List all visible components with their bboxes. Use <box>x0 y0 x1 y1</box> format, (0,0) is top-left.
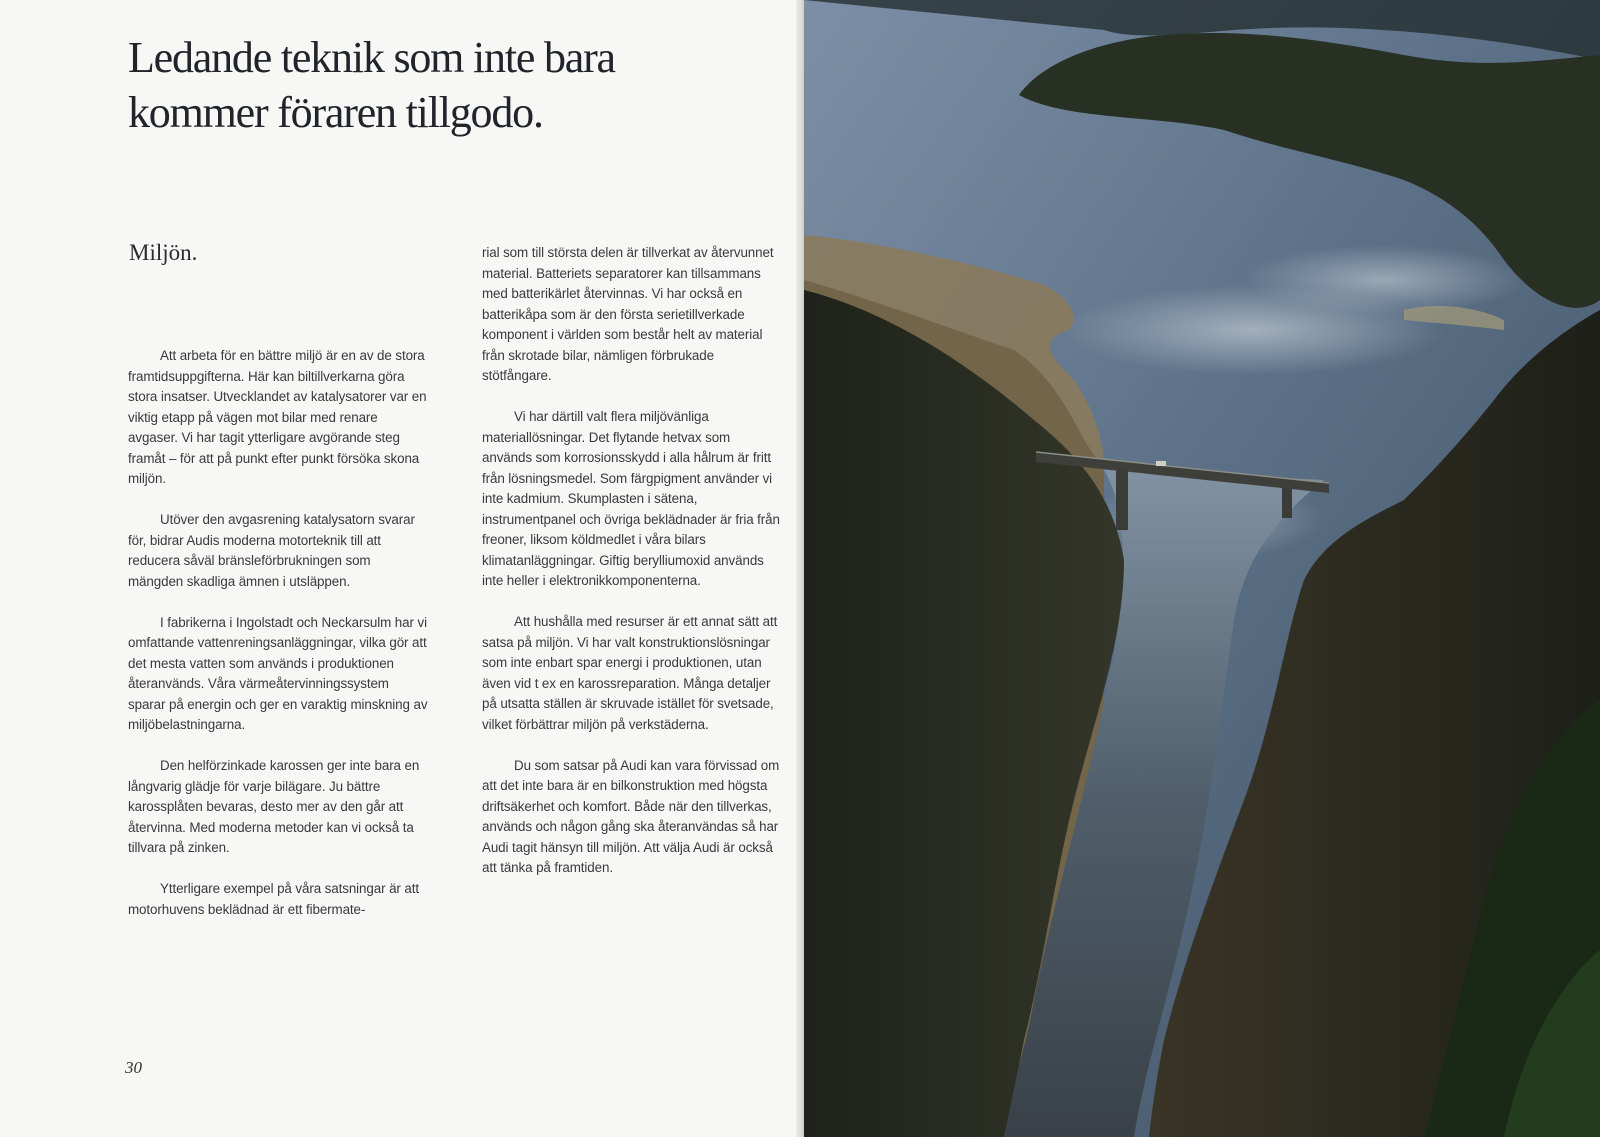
headline-line-2: kommer föraren tillgodo. <box>128 88 543 137</box>
section-heading: Miljön. <box>129 240 198 265</box>
paragraph: Vi har därtill valt flera miljövänliga materiallösningar. Det flytande hetvax som används som korrosionsskydd i alla hålrum är fritt från lösningsmedel. Som färgpigment använder vi inte kadmium. Skumplasten i sätena, instrumentpanel och övriga beklädnader är fria från freoner, liksom köldmedlet i våra bilars klimatanläggningar. Giftig berylliumoxid används inte heller i elektronikkomponenterna. <box>482 409 780 588</box>
paragraph: Du som satsar på Audi kan vara förvissad om att det inte bara är en bilkonstruktion med högsta driftsäkerhet och komfort. Både när den tillverkas, används och någon gång ska återanvändas så har Audi tagit hänsyn till miljön. Att välja Audi är också att tänka på framtiden. <box>482 757 780 875</box>
paragraph: Utöver den avgasrening katalysatorn svarar för, bidrar Audis moderna motorteknik till att reducera såväl bränsleförbrukningen som mängden skadliga ämnen i utsläppen. <box>128 512 415 589</box>
headline-line-1: Ledande teknik som inte bara <box>128 33 615 82</box>
page-number: 30 <box>125 1058 142 1077</box>
text-column-left <box>128 346 428 941</box>
text-column-right <box>482 243 782 899</box>
page-headline <box>128 30 748 140</box>
paragraph: I fabrikerna i Ingolstadt och Neckarsulm har vi omfattande vattenreningsanläggningar, vilka gör att det mesta vatten som används i produktionen återanvänds. Våra värmeåtervinningssystem sparar på energin och ger en varaktig minskning av miljöbelastningarna. <box>128 614 428 732</box>
landscape-photo <box>804 0 1600 1137</box>
paragraph: Att arbeta för en bättre miljö är en av de stora framtidsuppgifterna. Här kan biltillverkarna göra stora insatser. Utvecklandet av katalysatorer var en viktig etapp på vägen mot bilar med renare avgaser. Vi har tagit ytterligare avgörande steg framåt – för att på punkt efter punkt försöka skona miljön. <box>128 348 427 486</box>
paragraph: Ytterligare exempel på våra satsningar är att motorhuvens beklädnad är ett fibermate- <box>128 881 419 917</box>
paragraph: rial som till största delen är tillverkat av återvunnet material. Batteriets separatorer kan tillsammans med batterikärlet återvinnas. Vi har också en batterikåpa som är den första serietillverkade komponent i världen som består helt av material från skrotade bilar, nämligen förbrukade stötfångare. <box>482 245 774 383</box>
paragraph: Den helförzinkade karossen ger inte bara en långvarig glädje för varje bilägare. Ju bättre karossplåten bevaras, desto mer av den går att återvinna. Med moderna metoder kan vi också ta tillvara på zinken. <box>128 758 420 855</box>
paragraph: Att hushålla med resurser är ett annat sätt att satsa på miljön. Vi har valt konstruktionslösningar som inte enbart spar energi i produktionen, utan även vid t ex en karossreparation. Många detaljer på utsatta ställen är skruvade istället för svetsade, vilket förbättrar miljön på verkstäderna. <box>482 614 778 732</box>
